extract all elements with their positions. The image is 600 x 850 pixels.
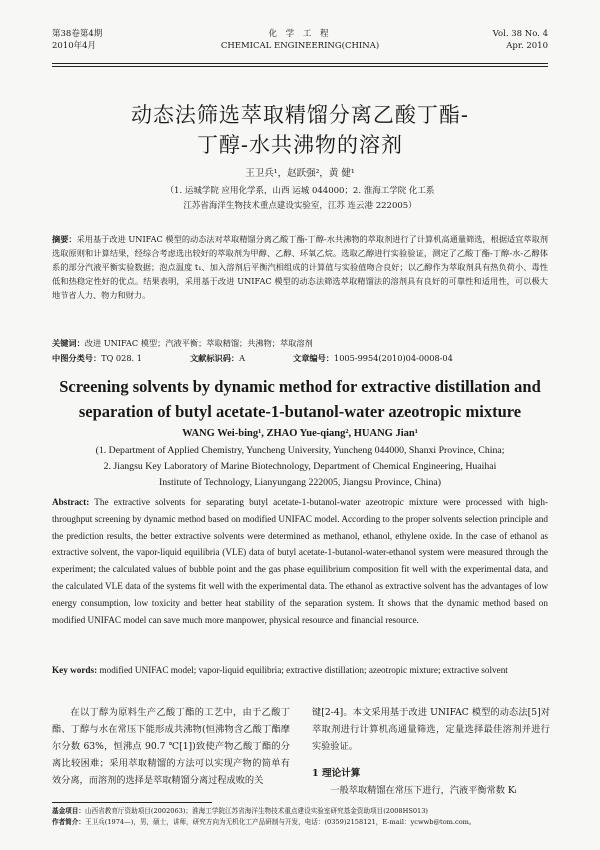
en-authors: WANG Wei-bing¹, ZHAO Yue-qiang², HUANG Jian¹ bbox=[182, 428, 418, 439]
footnote-rule bbox=[52, 802, 212, 803]
journal-cn: 化 学 工 程 bbox=[268, 29, 332, 39]
date-cn: 2010年4月 bbox=[52, 41, 97, 51]
cn-affiliations bbox=[80, 184, 520, 214]
volume-cn: 第38卷第4期 bbox=[52, 29, 103, 39]
en-aff-line3: Institute of Technology, Lianyungang 222005, Jiangsu Province, China) bbox=[158, 477, 442, 488]
cn-abstract-text: 采用基于改进 UNIFAC 模型的动态法对萃取精馏分离乙酸丁酯-丁醇-水共沸物的萃取剂进行了计算机高通量筛选，根据适宜萃取剂选取原则和计算结果，经综合考虑选出较好的萃取剂为甲醇、乙醇、环氧乙烷。选取乙醇进行实验验证，测定了乙酸丁酯-丁醇-水-乙醇体系的部分汽液平衡实验数据；泡点温度 t₁、加入溶剂后平衡汽相组成的计算值与实验值吻合良好；以乙醇作为萃取剂具有热负荷小、毒性低和热稳定性好的优点。结果表明，采用基于改进 UNIFAC 模型的动态法筛选萃取精馏法的溶剂具有良好的可靠性和适用性，可以极大地节省人力、物力和财力。 bbox=[52, 234, 548, 300]
en-abstract-label: Abstract: bbox=[52, 497, 90, 507]
en-title-line2: separation of butyl acetate-1-butanol-water azeotropic mixture bbox=[78, 402, 522, 421]
section-heading-1: 1 理论计算 bbox=[312, 768, 361, 779]
volume-en: Vol. 38 No. 4 bbox=[492, 29, 548, 39]
doc-code-label: 文献标识码： bbox=[189, 353, 240, 363]
en-abstract bbox=[52, 494, 548, 628]
header-center bbox=[52, 28, 548, 52]
cn-aff-line2: 江苏省海洋生物技术重点建设实验室，江苏 连云港 222005） bbox=[183, 201, 417, 211]
section-1-text: 一般萃取精馏在常压下进行，汽液平衡常数 Kᵢ bbox=[330, 785, 517, 796]
running-header bbox=[52, 28, 548, 64]
fund-note bbox=[52, 806, 548, 817]
fund-text: 山西省教育厅资助项目(2002063)；淮海工学院江苏省海洋生物技术重点建设实验室研究基金资助项目(2008HS013) bbox=[84, 807, 429, 815]
body-right-column bbox=[312, 704, 550, 799]
cn-meta bbox=[52, 336, 548, 366]
header-rule-thin bbox=[52, 66, 548, 67]
cn-keywords: 改进 UNIFAC 模型；汽液平衡；萃取精馏；共沸物；萃取溶剂 bbox=[84, 338, 313, 348]
en-title-block bbox=[40, 374, 560, 424]
article-no-value: 1005-9954(2010)04-0008-04 bbox=[333, 353, 453, 363]
cn-authors: 王卫兵¹，赵跃强²，黄 健¹ bbox=[245, 168, 355, 179]
en-aff-line2: 2. Jiangsu Key Laboratory of Marine Biotechnology, Department of Chemical Engineering, Huaihai bbox=[103, 461, 497, 472]
article-no-label: 文章编号： bbox=[293, 353, 334, 363]
header-right bbox=[493, 28, 548, 52]
date-en: Apr. 2010 bbox=[506, 41, 548, 51]
body-left-column bbox=[52, 704, 290, 789]
cn-title-line1: 动态法筛选萃取精馏分离乙酸丁酯- bbox=[130, 103, 470, 127]
header-rule bbox=[52, 63, 548, 64]
en-title-line1: Screening solvents by dynamic method for extractive distillation and bbox=[59, 377, 541, 396]
cn-keywords-label: 关键词： bbox=[52, 338, 85, 348]
cn-classification-row bbox=[52, 351, 548, 366]
footnote bbox=[52, 806, 548, 828]
cn-title-line2: 丁醇-水共沸物的溶剂 bbox=[196, 133, 404, 157]
clc-label: 中图分类号： bbox=[52, 353, 102, 363]
cn-abstract bbox=[52, 232, 548, 302]
cn-title bbox=[60, 100, 540, 160]
en-aff-line1: (1. Department of Applied Chemistry, Yuncheng University, Yuncheng 044000, Shanxi Province, China; bbox=[95, 445, 505, 456]
journal-en: CHEMICAL ENGINEERING(CHINA) bbox=[220, 41, 380, 51]
cn-keywords-row bbox=[52, 336, 548, 351]
intro-paragraph: 在以丁醇为原料生产乙酸丁酯的工艺中，由于乙酸丁酯、丁醇与水在常压下能形成共沸物(恒沸物含乙酸丁酯摩尔分数 63%，恒沸点 90.7 ℃[1])致使产物乙酸丁酯的分离比较困难；采用萃取精馏的方法可以实现产物的简单有效分离，而溶剂的选择是萃取精馏分离过程成败的关 bbox=[52, 707, 290, 786]
en-keywords bbox=[52, 662, 548, 678]
author-label: 作者简介： bbox=[52, 818, 85, 826]
author-note bbox=[52, 817, 548, 828]
en-keywords-label: Key words: bbox=[52, 665, 98, 675]
en-affiliations bbox=[58, 443, 542, 491]
cn-abstract-label: 摘要： bbox=[52, 234, 77, 244]
en-abstract-text: The extractive solvents for separating butyl acetate-1-butanol-water azeotropic mixture were processed with high-throughput screening by dynamic method based on modified UNIFAC model. According to the proper solvents selection principle and the prediction results, the better extractive solvents were determined as methanol, ethanol, ethylene oxide. In the case of ethanol as extractive solvent, the vapor-liquid equilibria (VLE) data of butyl acetate-1-butanol-water-ethanol system were measured through the experiment; the calculated values of bubble point and the gas phase equilibrium composition fit well with the experimental data, and the calculated VLE data of the systems fit well with the experimental data. The ethanol as extractive solvent has the advantages of low energy consumption, low toxicity and better heat stability of the separation system. It shows that the dynamic method based on modified UNIFAC model can save much more manpower, physical resource and financial resource. bbox=[52, 497, 548, 625]
doc-code-value: A bbox=[239, 353, 246, 363]
clc-value: TQ 028. 1 bbox=[101, 353, 142, 363]
intro-paragraph-cont: 键[2-4]。本文采用基于改进 UNIFAC 模型的动态法[5]对萃取剂进行计算机高通量筛选，定量选择最佳溶剂并进行实验验证。 bbox=[312, 707, 550, 752]
cn-aff-line1: （1. 运城学院 应用化学系，山西 运城 044000；2. 淮海工学院 化工系 bbox=[165, 186, 435, 196]
en-keywords-text: modified UNIFAC model; vapor-liquid equilibria; extractive distillation; azeotropic mixture; extractive solvent bbox=[99, 665, 508, 675]
fund-label: 基金项目： bbox=[52, 807, 85, 815]
author-text: 王卫兵(1974—)，男，硕士，讲师，研究方向为无机化工产品研制与开发，电话：(0359)2158121，E-mail：ycwwb@tom.com。 bbox=[84, 818, 476, 826]
